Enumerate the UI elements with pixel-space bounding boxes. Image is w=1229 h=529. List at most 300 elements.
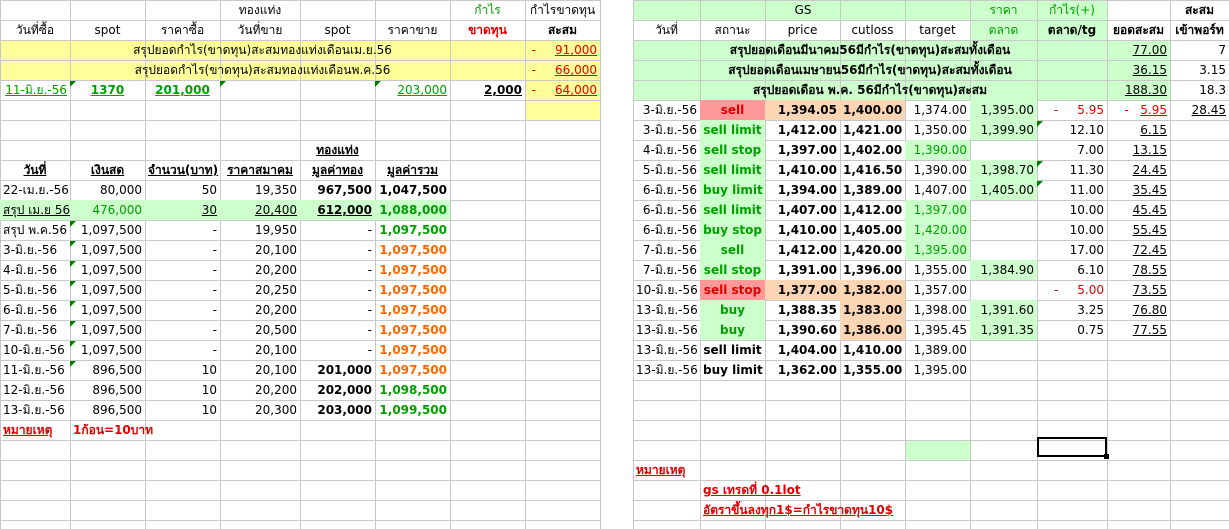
dash: - <box>1053 283 1059 297</box>
row-price[interactable]: 1,412.00 <box>777 123 837 137</box>
row-cutloss[interactable]: 1,389.00 <box>843 183 903 197</box>
value: 11.30 <box>1069 163 1104 177</box>
row-date[interactable]: 6-มิ.ย.-56 <box>3 303 58 317</box>
row-profit-loss[interactable] <box>1037 340 1107 360</box>
row-cutloss[interactable]: 1,383.00 <box>840 300 905 320</box>
row-cash[interactable]: 1,097,500 <box>80 303 142 317</box>
selected-cell[interactable] <box>1037 437 1107 457</box>
comment-indicator-icon <box>70 321 76 327</box>
row-total-value[interactable]: 1,047,500 <box>379 183 447 197</box>
row-profit-loss[interactable] <box>1037 120 1107 140</box>
value: 45.45 <box>1132 203 1167 217</box>
row-market[interactable] <box>970 140 1037 160</box>
row-market[interactable] <box>970 340 1037 360</box>
row-date[interactable]: 13-มิ.ย.-56 <box>3 403 65 417</box>
row-qty[interactable]: - <box>212 283 217 297</box>
row-price[interactable]: 1,391.00 <box>777 263 837 277</box>
row-profit-loss[interactable] <box>1037 180 1107 200</box>
row-target[interactable]: 1,390.00 <box>905 140 970 160</box>
row-date[interactable]: 10-มิ.ย.-56 <box>3 343 65 357</box>
header-profit[interactable]: กำไร <box>474 3 501 17</box>
row-price[interactable]: 1,412.00 <box>777 243 837 257</box>
row-status[interactable]: sell <box>700 100 765 120</box>
row-price[interactable]: 19,950 <box>255 223 297 237</box>
row-status[interactable]: sell limit <box>700 120 765 140</box>
row-total-value[interactable]: 1,097,500 <box>379 343 447 357</box>
header-profit-plus[interactable] <box>1037 0 1107 20</box>
row-gold-value[interactable]: - <box>367 263 372 277</box>
value: 10.00 <box>1069 203 1104 217</box>
row-price[interactable]: 1,404.00 <box>777 343 837 357</box>
comment-indicator-icon <box>1037 181 1043 187</box>
row-cash[interactable]: 476,000 <box>70 200 145 220</box>
row-cutloss[interactable]: 1,416.50 <box>843 163 903 177</box>
row-status[interactable]: buy <box>700 300 765 320</box>
value: 17.00 <box>1069 243 1104 257</box>
header-price[interactable]: ราคา <box>989 3 1018 17</box>
row-market[interactable] <box>970 240 1037 260</box>
value: 11.00 <box>1069 183 1104 197</box>
summary-label[interactable]: สรุปยอดกำไร(ขาดทุน)สะสมทองแท่งเดือนเม.ย.56 <box>133 43 392 57</box>
column-header[interactable]: ตลาด/tg <box>1047 23 1097 37</box>
row-status[interactable]: sell stop <box>700 260 765 280</box>
trade-date[interactable]: 11-มิ.ย.-56 <box>5 83 67 97</box>
row-date[interactable]: 12-มิ.ย.-56 <box>3 383 65 397</box>
row-total-value[interactable]: 1,097,500 <box>379 263 447 277</box>
row-date[interactable]: 10-มิ.ย.-56 <box>636 283 698 297</box>
row-gold-value[interactable]: - <box>367 323 372 337</box>
row-date[interactable]: 13-มิ.ย.-56 <box>636 303 698 317</box>
row-cash[interactable]: 1,097,500 <box>80 263 142 277</box>
summary-label[interactable]: สรุปยอดกำไร(ขาดทุน)สะสมทองแท่งเดือนพ.ค.56 <box>134 63 391 77</box>
cell-text <box>1129 103 1140 117</box>
row-date[interactable]: 6-มิ.ย.-56 <box>642 203 697 217</box>
column-header[interactable]: spot <box>324 23 351 37</box>
summary-label[interactable]: สรุปยอดเดือนเมษายน56มีกำไร(ขาดทุน)สะสมทั้งเดือน <box>728 63 1012 77</box>
row-target[interactable]: 1,420.00 <box>905 220 970 240</box>
dash: - <box>1053 103 1059 117</box>
row-total-value[interactable]: 1,098,500 <box>379 383 447 397</box>
row-qty[interactable]: - <box>212 343 217 357</box>
comment-indicator-icon <box>1037 121 1043 127</box>
row-date[interactable]: 7-มิ.ย.-56 <box>3 323 58 337</box>
cell-text <box>1058 283 1077 297</box>
column-header[interactable]: cutloss <box>851 23 894 37</box>
dash: - <box>531 43 536 57</box>
row-market[interactable]: 1,384.90 <box>970 260 1037 280</box>
header-gold-bar[interactable]: ทองแท่ง <box>238 3 282 17</box>
row-price[interactable]: 20,200 <box>255 383 297 397</box>
row-date[interactable]: 22-เม.ย.-56 <box>3 183 69 197</box>
row-status[interactable]: buy limit <box>703 363 763 377</box>
value: 3.25 <box>1077 303 1104 317</box>
row-date[interactable]: 3-มิ.ย.-56 <box>642 123 697 137</box>
summary-value[interactable] <box>525 40 600 60</box>
summary-label[interactable]: สรุปยอดเดือนมีนาคม56มีกำไร(ขาดทุน)สะสมทั้งเดือน <box>729 43 1011 57</box>
row-profit-loss[interactable] <box>1037 100 1107 120</box>
table-header[interactable]: จำนวน(บาท) <box>148 163 219 177</box>
row-target[interactable]: 1,395.00 <box>905 240 970 260</box>
row-cutloss[interactable]: 1,412.00 <box>843 203 903 217</box>
row-target[interactable]: 1,355.00 <box>913 263 967 277</box>
port-value[interactable]: 7 <box>1218 43 1226 57</box>
row-cutloss[interactable]: 1,396.00 <box>843 263 903 277</box>
row-cash[interactable]: 1,097,500 <box>80 323 142 337</box>
row-price[interactable]: 1,394.05 <box>765 100 840 120</box>
row-target[interactable]: 1,395.00 <box>913 363 967 377</box>
column-header[interactable]: ตลาด <box>988 23 1019 37</box>
summary-value[interactable] <box>525 60 600 80</box>
row-target[interactable]: 1,357.00 <box>913 283 967 297</box>
row-price[interactable]: 20,200 <box>255 263 297 277</box>
summary-value[interactable]: 36.15 <box>1132 63 1167 77</box>
acc-col-bg <box>525 100 600 120</box>
row-qty[interactable]: - <box>212 243 217 257</box>
note-text[interactable]: 1ก้อน=10บาท <box>73 423 154 437</box>
row-price[interactable]: 1,394.00 <box>777 183 837 197</box>
row-cash[interactable]: 896,500 <box>92 403 142 417</box>
row-accumulated[interactable] <box>1107 240 1170 260</box>
comment-indicator-icon <box>70 281 76 287</box>
row-date[interactable]: 5-มิ.ย.-56 <box>3 283 58 297</box>
row-accumulated[interactable] <box>1107 120 1170 140</box>
row-price[interactable]: 20,100 <box>255 243 297 257</box>
cell-text <box>536 43 555 57</box>
cell-text <box>536 63 555 77</box>
summary-label[interactable]: สรุปยอดเดือน พ.ค. 56มีกำไร(ขาดทุน)สะสม <box>752 83 988 97</box>
value: 10.00 <box>1069 223 1104 237</box>
value: 91,000 <box>555 43 597 57</box>
row-cash[interactable]: 80,000 <box>100 183 142 197</box>
row-cutloss[interactable]: 1,402.00 <box>843 143 903 157</box>
row-date[interactable]: 11-มิ.ย.-56 <box>3 363 65 377</box>
row-gold-value[interactable]: 967,500 <box>317 183 372 197</box>
row-accumulated[interactable] <box>1107 360 1170 380</box>
column-header[interactable]: ราคาขาย <box>387 23 438 37</box>
row-date[interactable]: 3-มิ.ย.-56 <box>642 103 697 117</box>
value: 77.55 <box>1132 323 1167 337</box>
row-gold-value[interactable]: - <box>367 223 372 237</box>
comment-indicator-icon <box>70 341 76 347</box>
row-profit-loss[interactable] <box>1037 320 1107 340</box>
row-gold-value[interactable]: - <box>367 283 372 297</box>
table-title[interactable]: ทองแท่ง <box>316 143 359 157</box>
row-cash[interactable]: 1,097,500 <box>80 243 142 257</box>
table-header[interactable]: เงินสด <box>90 163 125 177</box>
row-status[interactable]: buy stop <box>700 220 765 240</box>
trade-sell-price[interactable]: 203,000 <box>397 83 447 97</box>
grid-line <box>633 460 1229 461</box>
value: 5.95 <box>1077 103 1104 117</box>
row-target[interactable]: 1,398.00 <box>913 303 967 317</box>
row-profit-loss[interactable] <box>1037 240 1107 260</box>
highlight-cell-bg <box>905 440 970 460</box>
row-gold-value[interactable]: 202,000 <box>317 383 372 397</box>
row-gold-value[interactable]: - <box>367 243 372 257</box>
row-date[interactable]: 3-มิ.ย.-56 <box>3 243 58 257</box>
row-total-value[interactable]: 1,097,500 <box>379 363 447 377</box>
row-date[interactable]: 7-มิ.ย.-56 <box>642 263 697 277</box>
row-cutloss[interactable]: 1,421.00 <box>843 123 903 137</box>
row-total-value[interactable]: 1,097,500 <box>379 323 447 337</box>
row-market[interactable] <box>970 360 1037 380</box>
row-market[interactable]: 1,398.70 <box>970 160 1037 180</box>
row-date[interactable]: 6-มิ.ย.-56 <box>642 183 697 197</box>
note-lot[interactable]: gs เทรดที่ 0.1lot <box>703 483 801 497</box>
row-qty[interactable]: - <box>212 263 217 277</box>
row-qty[interactable]: - <box>212 223 217 237</box>
row-price[interactable]: 20,300 <box>255 403 297 417</box>
row-date[interactable]: 4-มิ.ย.-56 <box>3 263 58 277</box>
row-market[interactable] <box>970 220 1037 240</box>
row-gold-value[interactable]: - <box>367 303 372 317</box>
value: 12.10 <box>1069 123 1104 137</box>
row-cutloss[interactable]: 1,355.00 <box>843 363 903 377</box>
dash: - <box>531 83 536 97</box>
row-price[interactable]: 20,200 <box>255 303 297 317</box>
row-cutloss[interactable]: 1,382.00 <box>840 280 905 300</box>
row-price[interactable]: 1,377.00 <box>765 280 840 300</box>
fill-handle[interactable] <box>1104 454 1109 459</box>
row-total-value[interactable]: 1,088,000 <box>375 200 450 220</box>
row-accumulated[interactable] <box>1107 280 1170 300</box>
row-accumulated[interactable] <box>1107 300 1170 320</box>
row-profit-loss[interactable] <box>1037 280 1107 300</box>
value: 72.45 <box>1132 243 1167 257</box>
row-qty[interactable]: - <box>212 323 217 337</box>
trade-profit[interactable]: 2,000 <box>484 83 522 97</box>
row-target[interactable]: 1,390.00 <box>913 163 967 177</box>
row-qty[interactable]: 10 <box>201 363 217 377</box>
row-qty[interactable]: 10 <box>201 383 217 397</box>
row-profit-loss[interactable] <box>1037 140 1107 160</box>
comment-indicator-icon <box>70 241 76 247</box>
value: 76.80 <box>1132 303 1167 317</box>
row-price[interactable]: 20,250 <box>255 283 297 297</box>
row-status[interactable]: sell limit <box>700 160 765 180</box>
note-label[interactable]: หมายเหตุ <box>3 423 53 437</box>
row-gold-value[interactable]: 203,000 <box>317 403 372 417</box>
value: 24.45 <box>1132 163 1167 177</box>
row-port[interactable]: 28.45 <box>1191 103 1226 117</box>
row-price[interactable]: 20,400 <box>220 200 300 220</box>
value: 13.15 <box>1132 143 1167 157</box>
row-price[interactable]: 20,500 <box>255 323 297 337</box>
row-date[interactable]: สรุป เม.ย 56 <box>0 200 70 220</box>
dash: - <box>531 63 536 77</box>
column-header[interactable]: วันที่ซื้อ <box>15 23 55 37</box>
row-cutloss[interactable]: 1,400.00 <box>840 100 905 120</box>
table-header[interactable]: ราคาสมาคม <box>227 163 293 177</box>
row-cash[interactable]: 1,097,500 <box>80 283 142 297</box>
row-accumulated[interactable] <box>1107 100 1170 120</box>
row-market[interactable] <box>970 200 1037 220</box>
row-target[interactable]: 1,407.00 <box>913 183 967 197</box>
trade-spot[interactable]: 1370 <box>90 83 125 97</box>
row-target[interactable]: 1,395.45 <box>913 323 967 337</box>
row-market[interactable] <box>970 280 1037 300</box>
comment-indicator-icon <box>1037 161 1043 167</box>
row-cutloss[interactable]: 1,386.00 <box>840 320 905 340</box>
column-header[interactable]: price <box>787 23 818 37</box>
row-price[interactable]: 1,410.00 <box>777 223 837 237</box>
table-header[interactable]: วันที่ <box>23 163 47 177</box>
row-accumulated[interactable] <box>1107 340 1170 360</box>
row-date[interactable]: 13-มิ.ย.-56 <box>636 323 698 337</box>
row-total-value[interactable]: 1,099,500 <box>379 403 447 417</box>
row-qty[interactable]: 30 <box>145 200 220 220</box>
column-header[interactable]: spot <box>94 23 121 37</box>
row-status[interactable]: sell <box>700 240 765 260</box>
row-accumulated[interactable] <box>1107 320 1170 340</box>
value: 64,000 <box>555 83 597 97</box>
row-price[interactable]: 1,362.00 <box>777 363 837 377</box>
row-qty[interactable]: 10 <box>201 403 217 417</box>
row-status[interactable]: buy <box>700 320 765 340</box>
table-header[interactable]: มูลค่ารวม <box>386 163 439 177</box>
row-date[interactable]: 5-มิ.ย.-56 <box>642 163 697 177</box>
value: 66,000 <box>555 63 597 77</box>
row-market[interactable]: 1,395.00 <box>970 100 1037 120</box>
row-total-value[interactable]: 1,097,500 <box>379 243 447 257</box>
trade-accumulated[interactable] <box>525 80 600 100</box>
row-cutloss[interactable]: 1,405.00 <box>843 223 903 237</box>
row-target[interactable]: 1,397.00 <box>905 200 970 220</box>
comment-indicator-icon <box>70 81 76 87</box>
row-accumulated[interactable] <box>1107 220 1170 240</box>
note-rate[interactable]: อัตราขึ้นลงทุก1$=กำไรขาดทุน10$ <box>703 503 894 517</box>
row-target[interactable]: 1,374.00 <box>913 103 967 117</box>
row-accumulated[interactable] <box>1107 260 1170 280</box>
row-accumulated[interactable] <box>1107 160 1170 180</box>
row-cutloss[interactable]: 1,420.00 <box>843 243 903 257</box>
value: 35.45 <box>1132 183 1167 197</box>
row-gold-value[interactable]: 201,000 <box>317 363 372 377</box>
comment-indicator-icon <box>70 261 76 267</box>
header-accumulated[interactable]: สะสม <box>547 23 577 37</box>
row-accumulated[interactable] <box>1107 180 1170 200</box>
row-profit-loss[interactable] <box>1037 160 1107 180</box>
row-date[interactable]: 7-มิ.ย.-56 <box>642 243 697 257</box>
row-date[interactable]: 6-มิ.ย.-56 <box>642 223 697 237</box>
summary-value[interactable]: 188.30 <box>1125 83 1167 97</box>
comment-indicator-icon <box>70 221 76 227</box>
comment-indicator-icon <box>220 81 226 87</box>
header-acc[interactable]: สะสม <box>1184 3 1214 17</box>
row-market[interactable]: 1,399.90 <box>970 120 1037 140</box>
row-accumulated[interactable] <box>1107 200 1170 220</box>
row-market[interactable]: 1,405.00 <box>970 180 1037 200</box>
row-profit-loss[interactable] <box>1037 260 1107 280</box>
value: 0.75 <box>1077 323 1104 337</box>
row-gold-value[interactable]: 612,000 <box>300 200 375 220</box>
row-qty[interactable]: - <box>212 303 217 317</box>
grid-line <box>633 380 1229 381</box>
grid-line <box>633 520 1229 521</box>
row-cutloss[interactable]: 1,410.00 <box>843 343 903 357</box>
header-loss[interactable]: ขาดทุน <box>468 23 507 37</box>
grid-line <box>633 400 1229 401</box>
column-header[interactable]: วันที่ขาย <box>237 23 283 37</box>
row-market[interactable]: 1,391.60 <box>970 300 1037 320</box>
row-cash[interactable]: 896,500 <box>92 363 142 377</box>
gs-title[interactable]: GS <box>794 3 812 17</box>
port-value[interactable]: 3.15 <box>1199 63 1226 77</box>
grid-line <box>633 440 1229 441</box>
dash: - <box>1124 103 1129 117</box>
row-market[interactable]: 1,391.35 <box>970 320 1037 340</box>
value: 6.10 <box>1077 263 1104 277</box>
column-header[interactable]: สถานะ <box>714 23 751 37</box>
row-price[interactable]: 1,410.00 <box>777 163 837 177</box>
row-price[interactable]: 1,397.00 <box>777 143 837 157</box>
row-date[interactable]: สรุป พ.ค.56 <box>3 223 68 237</box>
row-price[interactable]: 1,407.00 <box>777 203 837 217</box>
table-header[interactable]: มูลค่าทอง <box>311 163 363 177</box>
cell-text <box>1058 103 1077 117</box>
value: 73.55 <box>1132 283 1167 297</box>
row-status[interactable]: sell limit <box>700 200 765 220</box>
row-profit-loss[interactable] <box>1037 220 1107 240</box>
row-qty[interactable]: 50 <box>201 183 217 197</box>
row-price[interactable]: 20,100 <box>255 363 297 377</box>
row-status[interactable]: sell stop <box>700 280 765 300</box>
header-profit-loss[interactable]: กำไรขาดทุน <box>529 3 596 17</box>
row-profit-loss[interactable] <box>1037 300 1107 320</box>
row-total-value[interactable]: 1,097,500 <box>379 283 447 297</box>
row-price[interactable]: 19,350 <box>255 183 297 197</box>
row-cash[interactable]: 896,500 <box>92 383 142 397</box>
row-total-value[interactable]: 1,097,500 <box>379 223 447 237</box>
summary-value[interactable]: 77.00 <box>1132 43 1167 57</box>
comment-indicator-icon <box>375 81 381 87</box>
column-header[interactable]: วันที่ <box>655 23 678 37</box>
column-header[interactable]: ยอดสะสม <box>1112 23 1165 37</box>
row-gold-value[interactable]: - <box>367 343 372 357</box>
row-status[interactable]: buy limit <box>700 180 765 200</box>
row-total-value[interactable]: 1,097,500 <box>379 303 447 317</box>
row-status[interactable]: sell stop <box>700 140 765 160</box>
row-target[interactable]: 1,350.00 <box>913 123 967 137</box>
row-price[interactable]: 1,390.60 <box>777 323 837 337</box>
row-target[interactable]: 1,389.00 <box>913 343 967 357</box>
row-profit-loss[interactable] <box>1037 200 1107 220</box>
value: 5.00 <box>1077 283 1104 297</box>
port-value[interactable]: 18.3 <box>1199 83 1226 97</box>
row-price[interactable]: 1,388.35 <box>777 303 837 317</box>
column-header[interactable]: target <box>919 23 956 37</box>
row-status[interactable]: sell limit <box>703 343 762 357</box>
value: 7.00 <box>1077 143 1104 157</box>
value: 78.55 <box>1132 263 1167 277</box>
cell-text <box>536 83 555 97</box>
column-header[interactable]: เข้าพอร์ท <box>1175 23 1224 37</box>
row-date[interactable]: 13-มิ.ย.-56 <box>636 343 698 357</box>
note-label[interactable]: หมายเหตุ <box>636 463 686 477</box>
row-profit-loss[interactable] <box>1037 360 1107 380</box>
row-accumulated[interactable] <box>1107 140 1170 160</box>
column-header[interactable]: ราคาซื้อ <box>160 23 205 37</box>
trade-buy-price[interactable]: 201,000 <box>155 83 210 97</box>
row-date[interactable]: 4-มิ.ย.-56 <box>642 143 697 157</box>
grid-line <box>600 0 601 529</box>
row-date[interactable]: 13-มิ.ย.-56 <box>636 363 698 377</box>
value: 6.15 <box>1140 123 1167 137</box>
comment-indicator-icon <box>70 301 76 307</box>
row-cash[interactable]: 1,097,500 <box>80 223 142 237</box>
row-cash[interactable]: 1,097,500 <box>80 343 142 357</box>
row-price[interactable]: 20,100 <box>255 343 297 357</box>
